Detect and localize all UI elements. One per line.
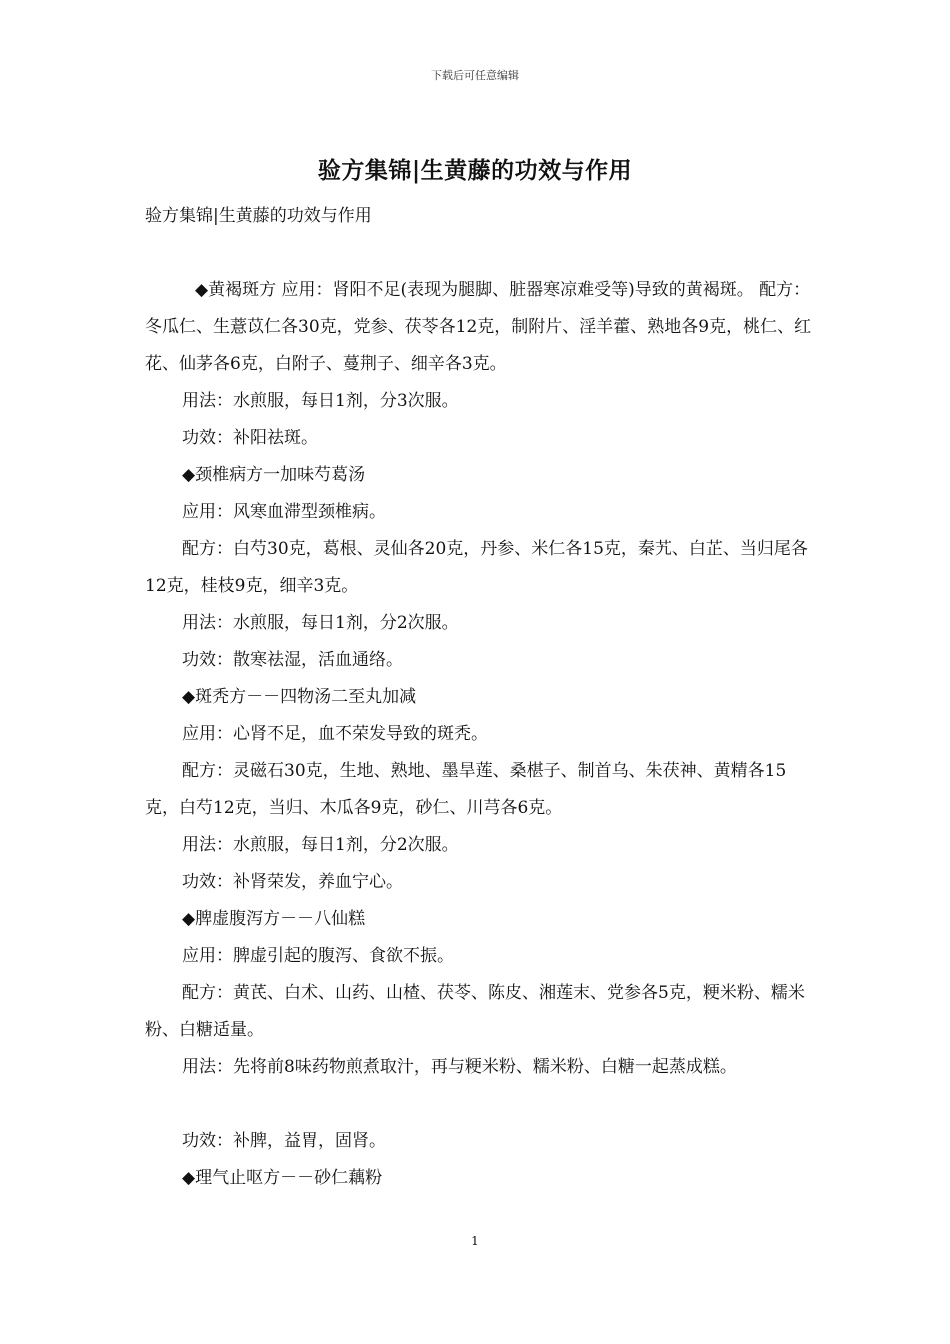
paragraph-heading-diarrhea: ◆脾虚腹泻方－－八仙糕: [182, 909, 366, 929]
paragraph-usage-1: 用法：水煎服，每日1剂，分3次服。: [182, 391, 459, 411]
paragraph-effect-1: 功效：补阳祛斑。: [182, 428, 318, 448]
paragraph-heading-vomiting: ◆理气止呕方－－砂仁藕粉: [182, 1168, 383, 1188]
paragraph-application-3: 应用：心肾不足，血不荣发导致的斑秃。: [182, 724, 488, 744]
paragraph-usage-4: 用法：先将前8味药物煎煮取汁，再与粳米粉、糯米粉、白糖一起蒸成糕。: [182, 1057, 737, 1077]
page-number: 1: [471, 1234, 479, 1248]
paragraph-formula-3: 配方：灵磁石30克，生地、熟地、墨旱莲、桑椹子、制首乌、朱茯神、黄精各15克，白芍12克，当归、木瓜各9克，砂仁、川芎各6克。: [145, 761, 787, 818]
paragraph-heading-cervical: ◆颈椎病方一加味芍葛汤: [182, 465, 366, 485]
paragraph-effect-2: 功效：散寒祛湿，活血通络。: [182, 650, 403, 670]
document-subtitle: 验方集锦|生黄藤的功效与作用: [145, 206, 372, 226]
document-title: 验方集锦|生黄藤的功效与作用: [317, 157, 633, 184]
paragraph-heading-alopecia: ◆斑秃方－－四物汤二至丸加减: [182, 687, 417, 707]
document-body: [145, 272, 815, 1197]
paragraph-huanghebanfang: ◆黄褐斑方 应用：肾阳不足(表现为腿脚、脏器寒凉难受等)导致的黄褐斑。 配方：冬瓜仁、生薏苡仁各30克，党参、茯苓各12克，制附片、淫羊藿、熟地各9克，桃仁、红花、仙茅各6克，白附子、蔓荆子、细辛各3克。: [145, 280, 812, 374]
paragraph-application-2: 应用：风寒血滞型颈椎病。: [182, 502, 386, 522]
header-note: 下载后可任意编辑: [431, 69, 519, 82]
paragraph-application-4: 应用：脾虚引起的腹泻、食欲不振。: [182, 946, 454, 966]
paragraph-usage-2: 用法：水煎服，每日1剂，分2次服。: [182, 613, 459, 633]
paragraph-usage-3: 用法：水煎服，每日1剂，分2次服。: [182, 835, 459, 855]
paragraph-formula-4: 配方：黄芪、白术、山药、山楂、茯苓、陈皮、湘莲末、党参各5克，粳米粉、糯米粉、白糖适量。: [145, 983, 805, 1040]
paragraph-formula-2: 配方：白芍30克，葛根、灵仙各20克，丹参、米仁各15克，秦艽、白芷、当归尾各12克，桂枝9克，细辛3克。: [145, 539, 808, 596]
paragraph-effect-4: 功效：补脾，益胃，固肾。: [182, 1131, 386, 1151]
paragraph-effect-3: 功效：补肾荣发，养血宁心。: [182, 872, 403, 892]
